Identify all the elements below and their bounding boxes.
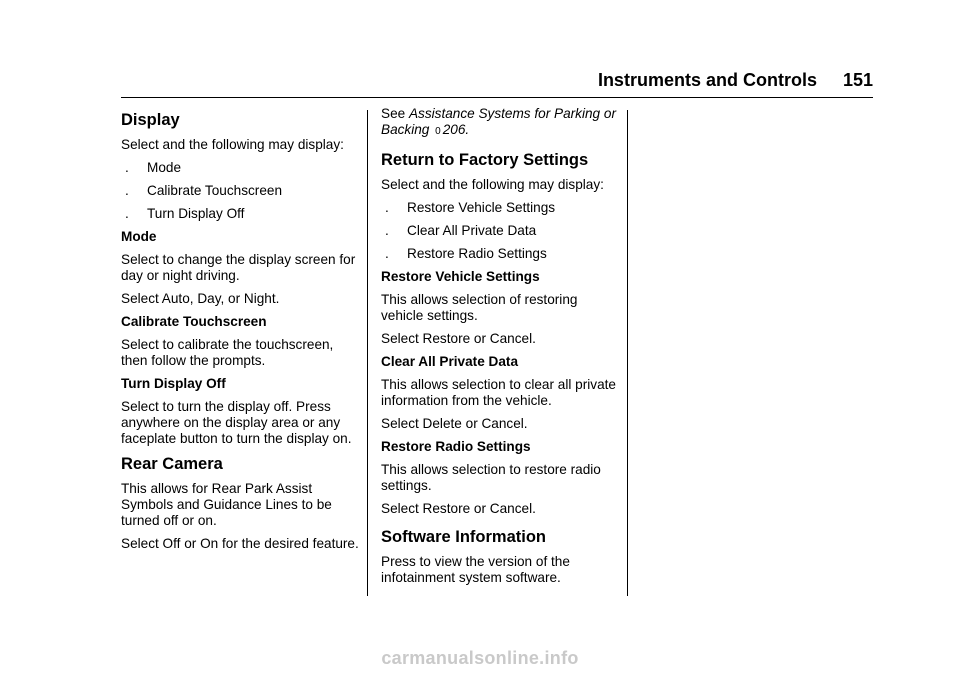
rear-camera-text: This allows for Rear Park Assist Symbols and Guidance Lines to be turned off or on.	[121, 481, 332, 528]
restore-vehicle-subheading: Restore Vehicle Settings	[381, 269, 540, 284]
calibrate-text: Select to calibrate the touchscreen, then follow the prompts.	[121, 337, 334, 368]
header-rule	[121, 97, 873, 98]
clear-private-subheading: Clear All Private Data	[381, 354, 519, 369]
restore-radio-options-text: Select Restore or Cancel.	[381, 501, 536, 516]
software-text: Press to view the version of the infotainment system software.	[381, 554, 570, 585]
bullet: .	[385, 223, 389, 238]
mode-subheading: Mode	[121, 229, 157, 244]
rear-camera-options-text: Select Off or On for the desired feature.	[121, 536, 359, 551]
factory-heading: Return to Factory Settings	[381, 151, 589, 169]
factory-options-list	[381, 200, 619, 262]
factory-intro: Select and the following may display:	[381, 177, 604, 192]
list-item: . Mode	[121, 160, 359, 176]
list-item: . Clear All Private Data	[381, 223, 619, 239]
software-heading: Software Information	[381, 528, 547, 546]
section-title: Instruments and Controls	[597, 70, 817, 90]
list-item: . Turn Display Off	[121, 206, 359, 222]
display-options-list	[121, 160, 359, 222]
restore-vehicle-options-text: Select Restore or Cancel.	[381, 331, 536, 346]
bullet: .	[125, 183, 129, 198]
mode-text: Select to change the display screen for day or night driving.	[121, 252, 356, 283]
turn-off-text: Select to turn the display off. Press anywhere on the display area or any faceplate button to turn the display on.	[121, 399, 352, 446]
watermark: carmanualsonline.info	[381, 648, 579, 668]
list-item: . Calibrate Touchscreen	[121, 183, 359, 199]
display-intro: Select and the following may display:	[121, 137, 344, 152]
list-item: . Restore Vehicle Settings	[381, 200, 619, 216]
turn-off-subheading: Turn Display Off	[121, 376, 226, 391]
restore-vehicle-text: This allows selection of restoring vehicle settings.	[381, 292, 578, 323]
restore-radio-text: This allows selection to restore radio settings.	[381, 462, 601, 493]
see-reference: See Assistance Systems for Parking or Backing 0 206.	[381, 106, 616, 137]
clear-private-text: This allows selection to clear all private information from the vehicle.	[381, 377, 616, 408]
left-column	[121, 106, 359, 559]
mode-options-text: Select Auto, Day, or Night.	[121, 291, 280, 306]
clear-private-options-text: Select Delete or Cancel.	[381, 416, 528, 431]
rear-camera-heading: Rear Camera	[121, 455, 223, 473]
column-divider	[367, 110, 368, 596]
restore-radio-subheading: Restore Radio Settings	[381, 439, 531, 454]
page-header	[0, 70, 873, 91]
bullet: .	[385, 246, 389, 261]
page-ref-icon: 0	[435, 126, 441, 137]
list-item: . Restore Radio Settings	[381, 246, 619, 262]
page-number: 151	[842, 70, 873, 90]
bullet: .	[125, 160, 129, 175]
reference-link[interactable]: Assistance Systems for Parking or Backing	[381, 106, 616, 137]
calibrate-subheading: Calibrate Touchscreen	[121, 314, 267, 329]
bullet: .	[385, 200, 389, 215]
reference-page: 206.	[442, 122, 470, 137]
display-heading: Display	[121, 111, 180, 129]
column-divider-right	[627, 110, 628, 596]
right-column	[381, 106, 619, 593]
bullet: .	[125, 206, 129, 221]
